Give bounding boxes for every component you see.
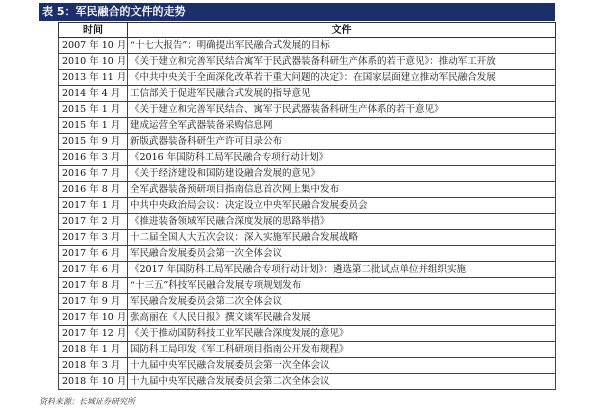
row-file: 中共中央政治局会议：决定设立中央军民融合发展委员会 (128, 198, 556, 214)
row-time: 2018 年 10 月 (59, 374, 128, 390)
table-row (59, 358, 556, 374)
row-time: 2013 年 11 月 (59, 70, 128, 86)
table-row (59, 166, 556, 182)
row-time: 2016 年 7 月 (59, 166, 128, 182)
row-file: “十三五”科技军民融合发展专项规划发布 (128, 278, 556, 294)
table-row (59, 54, 556, 70)
row-time: 2014 年 4 月 (59, 86, 128, 102)
row-time: 2015 年 9 月 (59, 134, 128, 150)
row-file: 《2017 年国防科工局军民融合专项行动计划》：遴选第二批试点单位并组织实施 (128, 262, 556, 278)
table-body (59, 38, 556, 390)
row-file: 十九届中央军民融合发展委员会第一次全体会议 (128, 358, 556, 374)
source-note: 资料来源：长城证券研究所 (39, 397, 135, 406)
row-time: 2017 年 8 月 (59, 278, 128, 294)
row-file: 《推进装备领域军民融合深度发展的思路举措》 (128, 214, 556, 230)
table-row (59, 326, 556, 342)
table-row (59, 342, 556, 358)
row-time: 2017 年 2 月 (59, 214, 128, 230)
table-row (59, 150, 556, 166)
row-file: 工信部关于促进军民融合式发展的指导意见 (128, 86, 556, 102)
row-file: 建成运营全军武器装备采购信息网 (128, 118, 556, 134)
header-row (59, 23, 556, 38)
row-file: “十七大报告”：明确提出军民融合式发展的目标 (128, 38, 556, 54)
table-row (59, 374, 556, 390)
row-time: 2010 年 10 月 (59, 54, 128, 70)
row-time: 2016 年 3 月 (59, 150, 128, 166)
table-row (59, 294, 556, 310)
table-row (59, 70, 556, 86)
header-time: 时间 (59, 23, 128, 38)
row-time: 2017 年 9 月 (59, 294, 128, 310)
row-time: 2017 年 6 月 (59, 262, 128, 278)
table-row (59, 86, 556, 102)
row-time: 2017 年 12 月 (59, 326, 128, 342)
row-file: 十九届中央军民融合发展委员会第二次全体会议 (128, 374, 556, 390)
table-row (59, 310, 556, 326)
table-title: 表 5：军民融合的文件的走势 (39, 3, 555, 21)
table-row (59, 182, 556, 198)
table-row (59, 230, 556, 246)
table-row (59, 118, 556, 134)
row-time: 2015 年 1 月 (59, 102, 128, 118)
table-row (59, 38, 556, 54)
row-time: 2017 年 6 月 (59, 246, 128, 262)
row-file: 《中共中央关于全面深化改革若干重大问题的决定》：在国家层面建立推动军民融合发展 (128, 70, 556, 86)
table-row (59, 262, 556, 278)
row-time: 2017 年 10 月 (59, 310, 128, 326)
row-time: 2016 年 8 月 (59, 182, 128, 198)
row-file: 军民融合发展委员会第一次全体会议 (128, 246, 556, 262)
row-time: 2017 年 1 月 (59, 198, 128, 214)
row-file: 《关于经济建设和国防建设融合发展的意见》 (128, 166, 556, 182)
row-time: 2007 年 10 月 (59, 38, 128, 54)
table-row (59, 246, 556, 262)
table-row (59, 198, 556, 214)
row-file: 十二届全国人大五次会议：深入实施军民融合发展战略 (128, 230, 556, 246)
events-table (58, 22, 556, 390)
row-time: 2015 年 1 月 (59, 118, 128, 134)
table-row (59, 278, 556, 294)
table-row (59, 134, 556, 150)
row-file: 新版武器装备科研生产许可目录公布 (128, 134, 556, 150)
row-time: 2017 年 3 月 (59, 230, 128, 246)
row-time: 2018 年 1 月 (59, 342, 128, 358)
table-row (59, 102, 556, 118)
row-file: 全军武器装备预研项目指南信息首次网上集中发布 (128, 182, 556, 198)
row-file: 《关于推动国防科技工业军民融合深度发展的意见》 (128, 326, 556, 342)
row-file: 《2016 年国防科工局军民融合专项行动计划》 (128, 150, 556, 166)
row-time: 2018 年 3 月 (59, 358, 128, 374)
row-file: 《关于建立和完善军民结合寓军于民武器装备科研生产体系的若干意见》：推动军工开放 (128, 54, 556, 70)
row-file: 国防科工局印发《军工科研项目指南公开发布规程》 (128, 342, 556, 358)
table-row (59, 214, 556, 230)
row-file: 军民融合发展委员会第二次全体会议 (128, 294, 556, 310)
header-file: 文件 (128, 23, 556, 38)
row-file: 张高丽在《人民日报》撰文谈军民融合发展 (128, 310, 556, 326)
row-file: 《关于建立和完善军民结合、寓军于民武器装备科研生产体系的若干意见》 (128, 102, 556, 118)
